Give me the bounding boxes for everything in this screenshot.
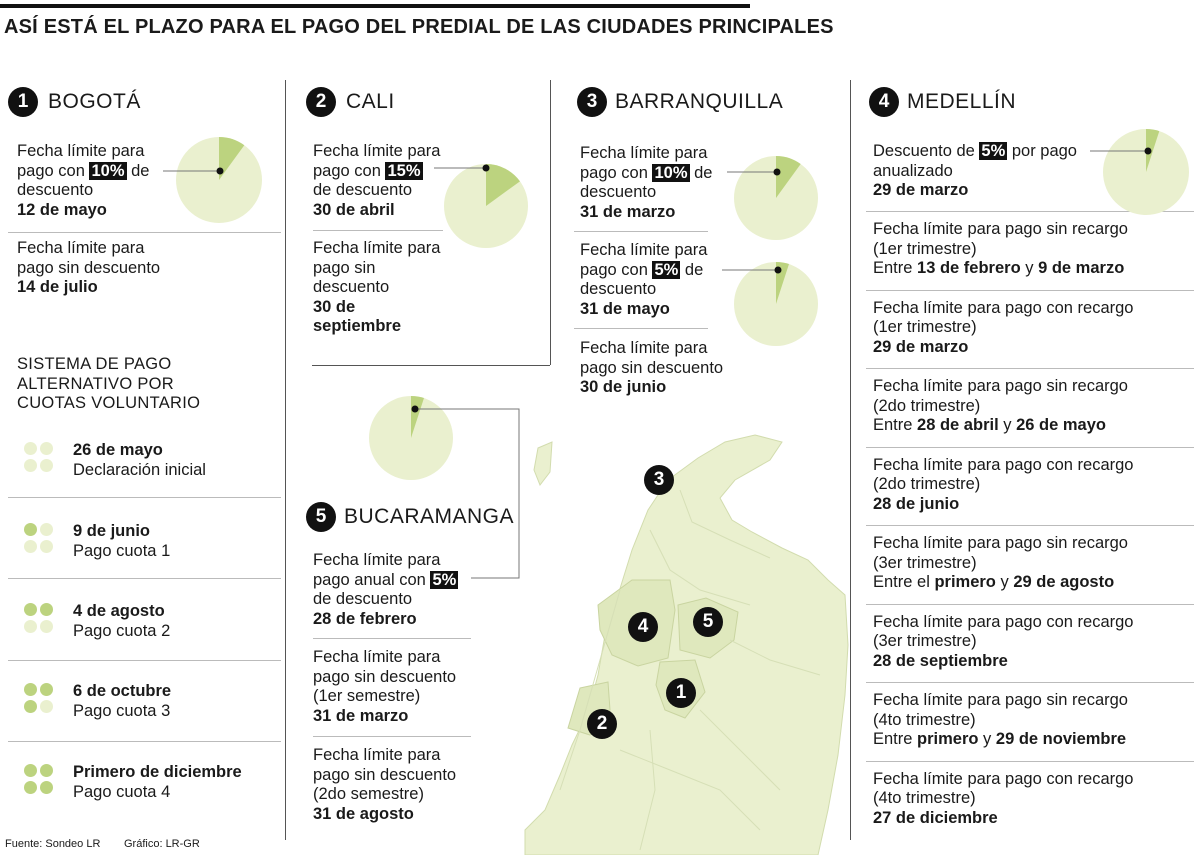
block-text: Fecha límite para [580, 241, 708, 259]
item-text: Fecha límite para pago sin recargo [873, 220, 1128, 238]
deadline-date: 14 de julio [17, 278, 98, 296]
quota-label: Pago cuota 3 [73, 702, 171, 720]
map-marker-bucaramanga: 5 [693, 607, 723, 637]
item-text: y [995, 573, 1014, 591]
item-text: Entre el [873, 573, 935, 591]
block-text: anualizado [873, 161, 953, 180]
block-text: de [689, 163, 713, 182]
footer-graphic: Gráfico: LR-GR [124, 838, 200, 850]
block-text: pago con [313, 161, 386, 180]
quota-label: Pago cuota 4 [73, 783, 171, 801]
deadline-date: 29 de agosto [1013, 573, 1115, 591]
discount-tag: 5% [654, 260, 679, 279]
map-marker-medellin: 4 [628, 612, 658, 642]
item-text: y [998, 416, 1017, 434]
item-period: (4to trimestre) [873, 710, 976, 729]
quota-date: 26 de mayo [73, 441, 163, 459]
block-text: pago con [17, 161, 90, 180]
discount-tag: 10% [654, 163, 688, 182]
item-text: Entre [873, 259, 918, 277]
cali-title: CALI [346, 90, 395, 113]
block-text: Fecha límite para [17, 142, 145, 160]
quota-label: Pago cuota 2 [73, 622, 171, 640]
deadline-date: 31 de marzo [313, 706, 409, 725]
leader-dot [412, 406, 419, 413]
quota-date: 4 de agosto [73, 602, 165, 620]
block-text: pago anual con [313, 570, 431, 589]
block-text: de [126, 161, 150, 180]
block-text: Fecha límite para [313, 142, 441, 160]
item-period: (4to trimestre) [873, 789, 976, 807]
heading-line: SISTEMA DE PAGO [17, 355, 172, 373]
item-text: Fecha límite para pago con recargo [873, 455, 1134, 474]
block-text: de descuento [313, 181, 413, 199]
block-text: Fecha límite para [313, 746, 441, 764]
deadline-date: 13 de febrero [917, 259, 1021, 277]
deadline-date: 28 de septiembre [873, 651, 1008, 670]
cali-number-badge: 2 [306, 87, 336, 117]
discount-tag: 5% [432, 570, 457, 589]
deadline-date: 29 de marzo [873, 337, 969, 356]
block-text: Fecha límite para [580, 339, 708, 357]
bogota-number-badge: 1 [8, 87, 38, 117]
map-marker-bogota: 1 [666, 678, 696, 708]
deadline-date: 29 de marzo [873, 181, 969, 199]
leader-dot [483, 165, 490, 172]
page-title: ASÍ ESTÁ EL PLAZO PARA EL PAGO DEL PREDIAL DE LAS CIUDADES PRINCIPALES [4, 16, 834, 38]
deadline-date: 27 de diciembre [873, 808, 998, 827]
barranquilla-number-badge: 3 [577, 87, 607, 117]
block-text: pago con [580, 260, 653, 279]
leader-dot [774, 169, 781, 176]
block-text: descuento [580, 280, 657, 298]
quota-label: Pago cuota 1 [73, 542, 171, 560]
quota-date: 9 de junio [73, 522, 151, 540]
block-text: descuento [17, 181, 94, 199]
heading-line: ALTERNATIVO POR [17, 374, 174, 393]
deadline-date: 28 de febrero [313, 609, 417, 628]
item-text: Fecha límite para pago sin recargo [873, 534, 1128, 552]
block-text: pago sin descuento [313, 667, 457, 686]
deadline-date: 31 de agosto [313, 804, 414, 823]
map-marker-barranquilla: 3 [644, 465, 674, 495]
quota-label: Declaración inicial [73, 461, 206, 479]
bucaramanga-title: BUCARAMANGA [344, 505, 515, 528]
item-text: Fecha límite para pago sin recargo [873, 377, 1128, 395]
item-text: y [1020, 259, 1039, 277]
deadline-date: 28 de junio [873, 494, 960, 513]
item-text: Entre [873, 416, 918, 434]
leader-dot [775, 267, 782, 274]
deadline-date: 30 de [313, 297, 356, 316]
discount-tag: 10% [91, 161, 125, 180]
block-text: Fecha límite para [313, 551, 441, 569]
block-text: por pago [1007, 142, 1077, 160]
block-text: Fecha límite para [313, 648, 441, 666]
deadline-date: 9 de marzo [1038, 259, 1125, 277]
item-period: (2do trimestre) [873, 475, 981, 493]
block-text: Descuento de [873, 142, 980, 160]
item-text: y [978, 730, 996, 748]
deadline-date: 30 de abril [313, 200, 395, 219]
bucaramanga-number-badge: 5 [306, 502, 336, 532]
block-text: pago sin descuento [580, 358, 724, 377]
discount-tag: 15% [387, 161, 421, 180]
deadline-date: 30 de junio [580, 378, 667, 396]
block-text: pago sin descuento [313, 765, 457, 784]
block-text: pago con [580, 163, 653, 182]
deadline-date: primero [917, 730, 979, 748]
block-text: de descuento [313, 590, 413, 608]
deadline-date: 29 de noviembre [995, 730, 1127, 748]
deadline-date: primero [934, 573, 996, 591]
bogota-title: BOGOTÁ [48, 90, 141, 113]
leader-dot [1145, 148, 1152, 155]
block-text: descuento [580, 183, 657, 201]
deadline-date: septiembre [313, 317, 402, 335]
item-period: (1er trimestre) [873, 239, 977, 258]
discount-tag: 5% [981, 142, 1006, 160]
quota-date: Primero de diciembre [73, 763, 242, 781]
item-text: Fecha límite para pago con recargo [873, 612, 1134, 631]
deadline-date: 31 de mayo [580, 299, 670, 318]
item-period: (3er trimestre) [873, 553, 977, 572]
deadline-date: 26 de mayo [1016, 416, 1106, 434]
footer-source: Fuente: Sondeo LR [5, 838, 101, 850]
map-marker-cali: 2 [587, 709, 617, 739]
item-text: Fecha límite para pago con recargo [873, 298, 1134, 317]
block-text: (2do semestre) [313, 785, 424, 803]
block-text: (1er semestre) [313, 687, 421, 705]
block-text: Fecha límite para [313, 239, 441, 257]
item-period: (1er trimestre) [873, 318, 977, 336]
block-text: Fecha límite para [17, 239, 145, 257]
leader-dot [217, 168, 224, 175]
block-text: descuento [313, 278, 390, 296]
medellin-title: MEDELLÍN [907, 90, 1017, 113]
deadline-date: 12 de mayo [17, 200, 107, 219]
item-text: Fecha límite para pago sin recargo [873, 691, 1128, 709]
heading-line: CUOTAS VOLUNTARIO [17, 394, 201, 412]
block-text: Fecha límite para [580, 144, 708, 162]
deadline-date: 28 de abril [917, 416, 999, 434]
item-text: Entre [873, 730, 918, 748]
block-text: de [680, 260, 704, 279]
barranquilla-title: BARRANQUILLA [615, 90, 784, 113]
block-text: pago sin [313, 258, 376, 277]
medellin-number-badge: 4 [869, 87, 899, 117]
block-text: pago sin descuento [17, 258, 161, 277]
quota-date: 6 de octubre [73, 682, 172, 700]
deadline-date: 31 de marzo [580, 202, 676, 221]
item-period: (2do trimestre) [873, 396, 981, 415]
item-period: (3er trimestre) [873, 632, 977, 650]
item-text: Fecha límite para pago con recargo [873, 769, 1134, 788]
